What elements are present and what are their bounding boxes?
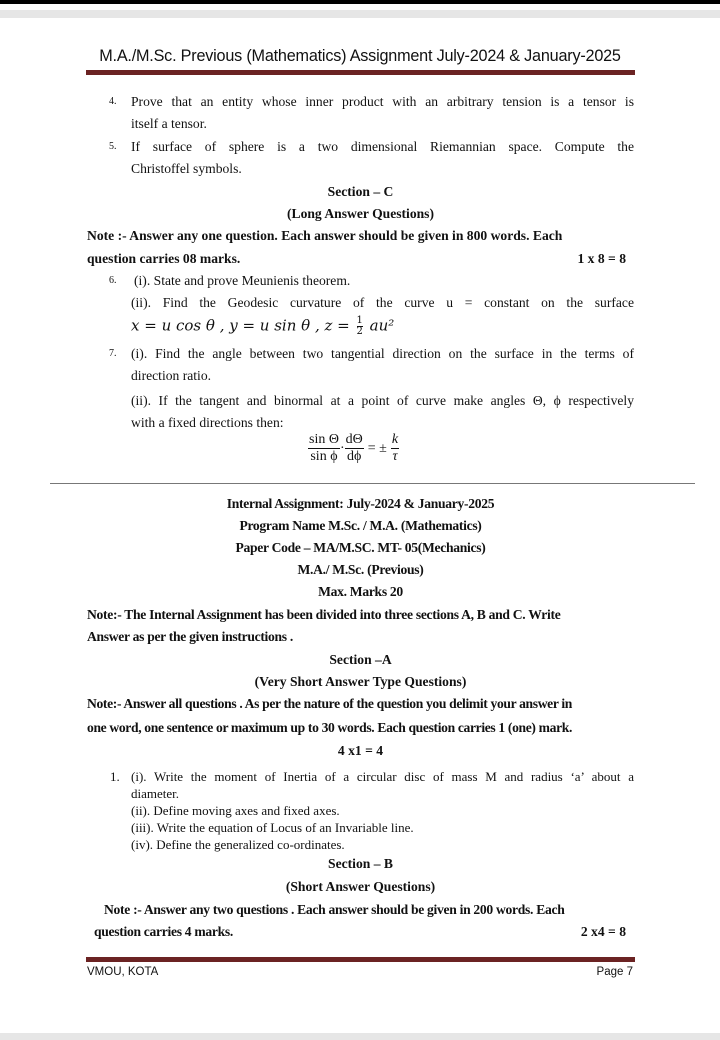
section-c-note-cont: question carries 08 marks.	[87, 251, 241, 266]
question-number: 1.	[110, 769, 120, 784]
section-a-note: Note:- Answer all questions . As per the nature of the question you delimit your answer in	[87, 696, 572, 711]
question-part: (iii). Write the equation of Locus of an Invariable line.	[131, 820, 414, 835]
fraction-numerator: k	[391, 432, 399, 447]
page-bottom-gap	[0, 1033, 720, 1040]
max-marks: Max. Marks 20	[318, 584, 403, 599]
internal-note: Note:- The Internal Assignment has been divided into three sections A, B and C. Write	[87, 607, 561, 622]
question-number: 5.	[109, 141, 117, 152]
section-a-note-cont: one word, one sentence or maximum up to 30 words. Each question carries 1 (one) mark.	[87, 720, 573, 735]
question-part: (ii). Define moving axes and fixed axes.	[131, 803, 340, 818]
section-a-marks: 4 x1 = 4	[337, 743, 384, 758]
section-b-note-cont: question carries 4 marks.	[94, 924, 233, 939]
question-text-cont: with a fixed directions then:	[131, 415, 284, 430]
fraction	[345, 432, 364, 465]
fraction-denominator: τ	[392, 449, 398, 464]
section-b-note: Note :- Answer any two questions . Each answer should be given in 200 words. Each	[104, 902, 565, 917]
course-level: M.A./ M.Sc. (Previous)	[297, 562, 424, 577]
footer-rule	[86, 957, 635, 962]
equation-rhs: au²	[369, 316, 395, 335]
question-text: (i). State and prove Meunienis theorem.	[134, 273, 351, 288]
question-number: 6.	[109, 275, 117, 286]
question-text-cont: Christoffel symbols.	[131, 161, 242, 176]
section-b-title: Section – B	[328, 856, 393, 871]
question-text: (ii). Find the Geodesic curvature of the curve u = constant on the surface	[131, 295, 634, 310]
section-b-subtitle: (Short Answer Questions)	[285, 879, 436, 894]
question-text: Prove that an entity whose inner product with an arbitrary tension is a tensor is	[131, 94, 634, 109]
section-c-note: Note :- Answer any one question. Each answer should be given in 800 words. Each	[87, 228, 563, 243]
fraction	[357, 316, 363, 337]
paper-code: Paper Code – MA/M.SC. MT- 05(Mechanics)	[235, 540, 486, 555]
equals-plus-minus: = ±	[367, 440, 387, 456]
fraction-denominator: sin ϕ	[310, 449, 338, 464]
question-text: (i). Write the moment of Inertia of a circular disc of mass M and radius ‘a’ about a	[131, 769, 634, 784]
header-rule	[86, 70, 635, 75]
dot-operator: ·	[339, 440, 345, 456]
question-text: If surface of sphere is a two dimensional Riemannian space. Compute the	[131, 139, 634, 154]
page-divider	[50, 483, 695, 484]
internal-note-cont: Answer as per the given instructions .	[87, 629, 293, 644]
question-number: 4.	[109, 96, 117, 107]
question-text: (i). Find the angle between two tangential direction on the surface in the terms of	[131, 346, 634, 361]
footer-institution: VMOU, KOTA	[87, 966, 159, 978]
question-text-cont: direction ratio.	[131, 368, 212, 383]
window-top-bar	[0, 0, 720, 4]
page-header-title: M.A./M.Sc. Previous (Mathematics) Assignment July-2024 & January-2025	[99, 47, 621, 65]
page-top-gap	[0, 10, 720, 18]
surface-equation	[131, 316, 394, 337]
fraction-numerator: dΘ	[345, 432, 363, 447]
equation-lhs: x = u cos θ , y = u sin θ , z =	[131, 316, 355, 335]
question-text-cont: itself a tensor.	[131, 116, 207, 131]
question-text-cont: diameter.	[131, 786, 180, 801]
section-a-subtitle: (Very Short Answer Type Questions)	[254, 674, 467, 689]
section-b-marks: 2 x4 = 8	[580, 924, 626, 939]
section-c-marks: 1 x 8 = 8	[577, 251, 626, 266]
fraction	[391, 432, 399, 465]
fraction-numerator: 1	[356, 315, 363, 326]
page-number: Page 7	[596, 966, 633, 978]
internal-assignment-title: Internal Assignment: July-2024 & January-2025	[226, 496, 495, 511]
question-part: (iv). Define the generalized co-ordinates.	[131, 837, 345, 852]
section-a-title: Section –A	[329, 652, 392, 667]
program-name: Program Name M.Sc. / M.A. (Mathematics)	[239, 518, 482, 533]
angle-equation	[308, 432, 399, 465]
fraction-denominator: 2	[356, 326, 363, 337]
fraction-denominator: dϕ	[347, 449, 362, 464]
question-number: 7.	[109, 348, 117, 359]
section-c-subtitle: (Long Answer Questions)	[286, 206, 435, 221]
question-text: (ii). If the tangent and binormal at a point of curve make angles Θ, ϕ respectively	[131, 393, 634, 408]
fraction-numerator: sin Θ	[309, 432, 339, 447]
section-c-title: Section – C	[327, 184, 394, 199]
fraction	[308, 432, 340, 465]
